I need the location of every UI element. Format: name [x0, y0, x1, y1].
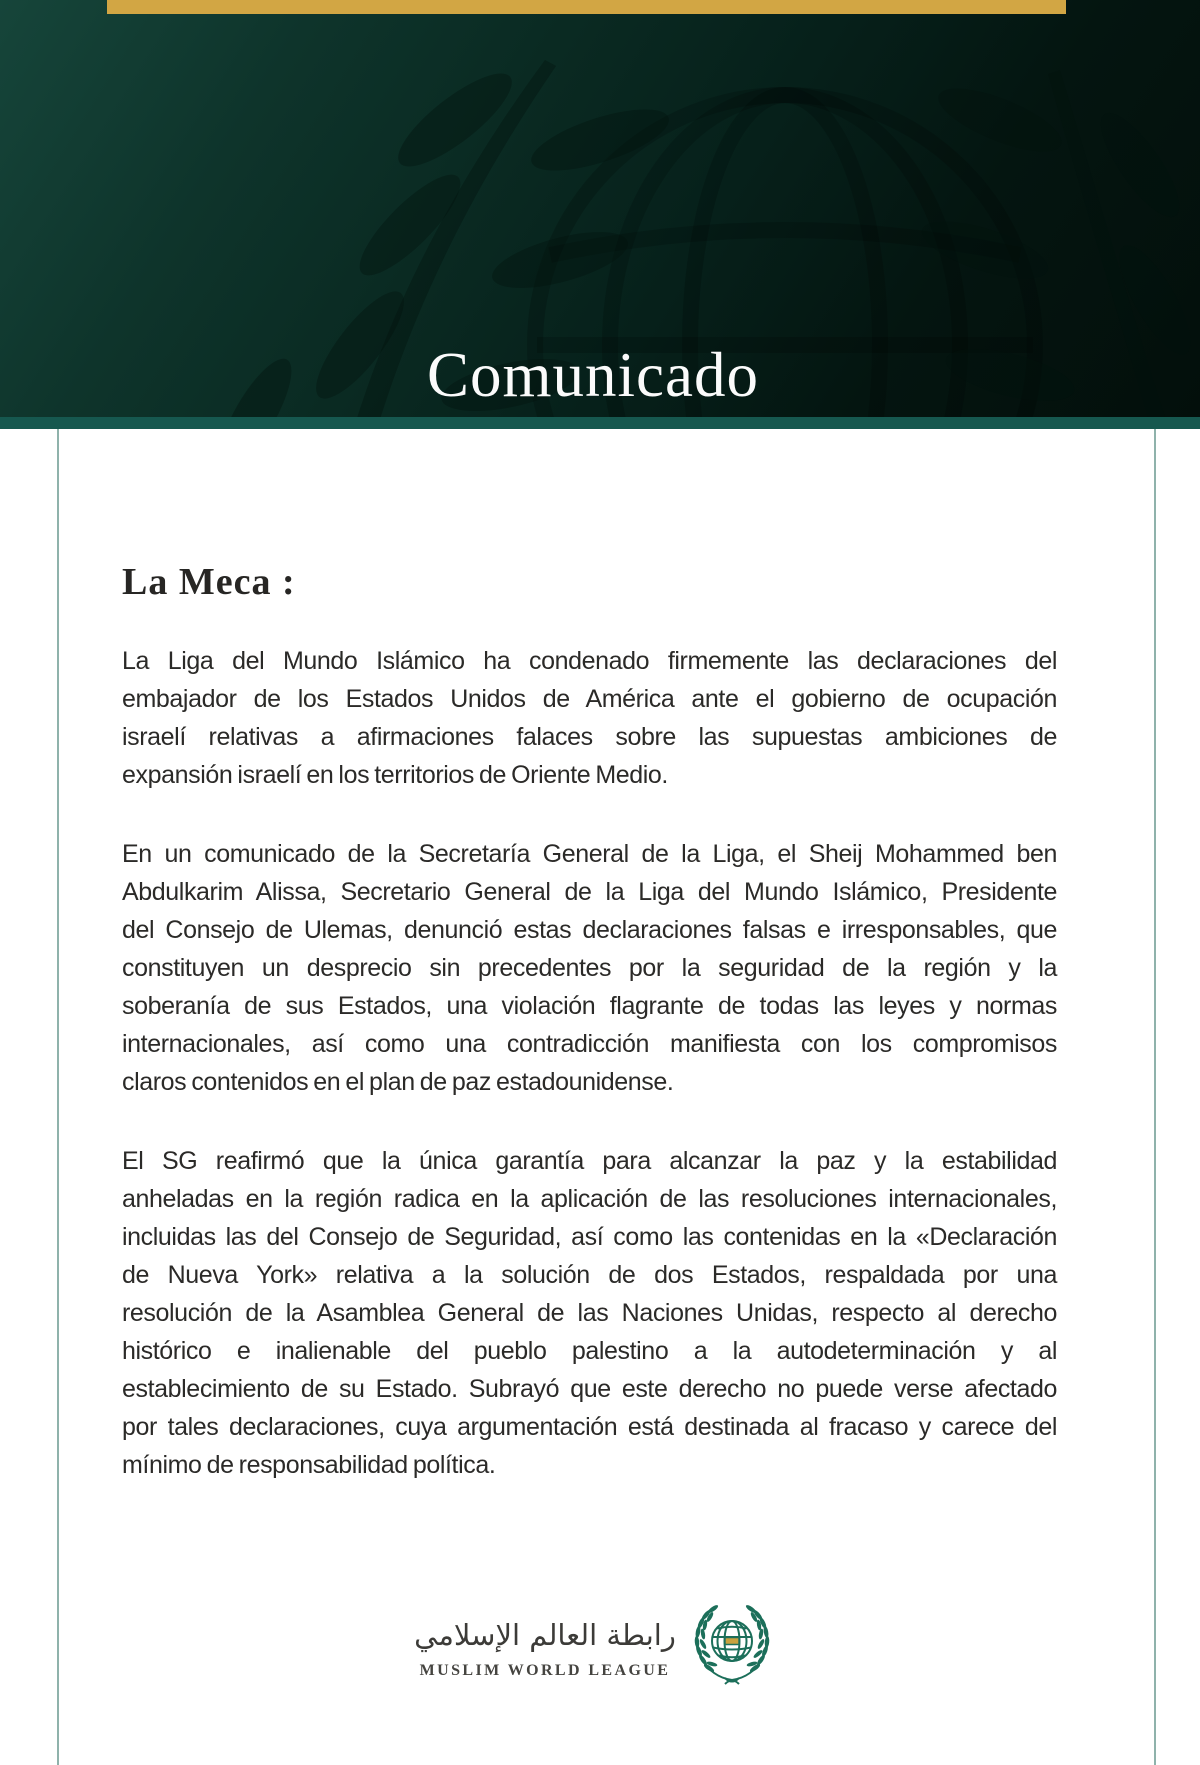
- paragraph: [122, 642, 1057, 794]
- paragraph-line: histórico e inalienable del pueblo palestino a la autodeterminación y al: [122, 1337, 1057, 1365]
- paragraph-line: incluidas las del Consejo de Seguridad, así como las contenidas en la «Declaración: [122, 1223, 1057, 1251]
- page-title: Comunicado: [427, 340, 759, 411]
- paragraph-line: mínimo de responsabilidad política.: [122, 1451, 496, 1479]
- right-page-border-line: [1154, 429, 1156, 1765]
- paragraph-line: embajador de los Estados Unidos de América ante el gobierno de ocupación: [122, 685, 1057, 713]
- paragraph-line: El SG reafirmó que la única garantía para alcanzar la paz y la estabilidad: [122, 1147, 1057, 1175]
- communique-body: [122, 429, 1057, 1525]
- paragraph-line: de Nueva York» relativa a la solución de dos Estados, respaldada por una: [122, 1261, 1057, 1289]
- paragraph-line: En un comunicado de la Secretaría General de la Liga, el Sheij Mohammed ben: [122, 840, 1057, 868]
- paragraph-line: internacionales, así como una contradicción manifiesta con los compromisos: [122, 1030, 1057, 1058]
- mwl-arabic-calligraphy: رابطة العالم الإسلامي: [414, 1618, 676, 1652]
- paragraph-line: expansión israelí en los territorios de Oriente Medio.: [122, 761, 668, 789]
- paragraph: [122, 835, 1057, 1101]
- paragraph-line: anheladas en la región radica en la aplicación de las resoluciones internacionales,: [122, 1185, 1057, 1213]
- left-page-border-line: [57, 429, 59, 1765]
- paragraph-line: Abdulkarim Alissa, Secretario General de la Liga del Mundo Islámico, Presidente: [122, 878, 1057, 906]
- paragraph-line: constituyen un desprecio sin precedentes por la seguridad de la región y la: [122, 954, 1057, 982]
- teal-divider: [0, 417, 1200, 429]
- mwl-logo: [0, 1604, 1186, 1688]
- communique-header: [0, 0, 1200, 417]
- communique-text: [122, 642, 1057, 1484]
- paragraph-line: claros contenidos en el plan de paz estadounidense.: [122, 1068, 674, 1096]
- paragraph-line: La Liga del Mundo Islámico ha condenado firmemente las declaraciones del: [122, 647, 1057, 675]
- paragraph-line: establecimiento de su Estado. Subrayó que este derecho no puede verse afectado: [122, 1375, 1057, 1403]
- paragraph-line: resolución de la Asamblea General de las Naciones Unidas, respecto al derecho: [122, 1299, 1057, 1327]
- mwl-logo-text: [414, 1612, 676, 1680]
- paragraph-line: del Consejo de Ulemas, denunció estas declaraciones falsas e irresponsables, que: [122, 916, 1057, 944]
- gold-accent-bar: [107, 0, 1066, 14]
- paragraph-line: soberanía de sus Estados, una violación flagrante de todas las leyes y normas: [122, 992, 1057, 1020]
- paragraph-line: israelí relativas a afirmaciones falaces sobre las supuestas ambiciones de: [122, 723, 1057, 751]
- location-heading: La Meca :: [122, 561, 296, 603]
- mwl-latin-name: MUSLIM WORLD LEAGUE: [419, 1662, 671, 1679]
- globe-laurel-wreath-emblem-icon: [692, 1604, 772, 1688]
- paragraph: [122, 1142, 1057, 1484]
- paragraph-line: por tales declaraciones, cuya argumentación está destinada al fracaso y carece del: [122, 1413, 1057, 1441]
